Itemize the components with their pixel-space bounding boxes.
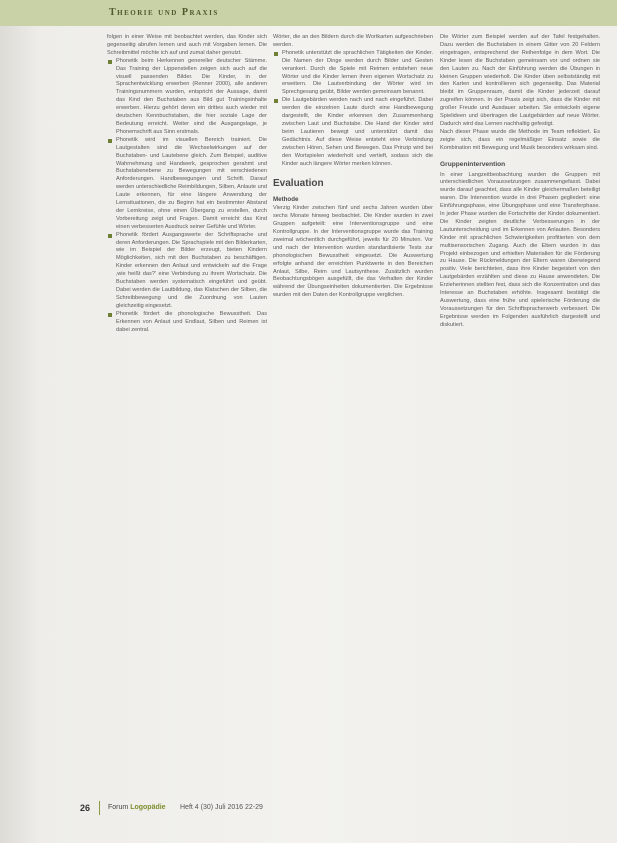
paragraph: Die Wörter zum Beispiel werden auf der Tafel festgehalten. Dazu werden die Buchstaben in einem Gitter von 20 Feldern eingetragen, entsprechend der Reihenfolge in dem Wort. Die Kinder lesen die Buchstaben gemeinsam vor und ordnen sie den Lauten zu. Nach der Einführung werden die Übungen in kleinen Gruppen wiederholt. Die Kinder üben selbstständig mit den Karten und kontrollieren sich gegenseitig. Das Material bleibt im Gruppenraum, damit die Kinder jederzeit darauf zugreifen können. In der Praxis zeigt sich, dass die Kinder mit großer Freude und Ausdauer arbeiten. Sie entwickeln eigene Spielideen und übertragen die Lautgebärden auf neue Wörter. Dadurch wird das Lernen nachhaltig gefestigt. [440, 34, 600, 127]
journal-name-accent: Logopädie [130, 804, 166, 811]
bullet-item: Phonetik beim Herkennen genereller deutscher Stämme. Das Training der Lippenstellen zeigen sich auch auf die visuell passenden Bilder. Die Kinder, in der Sprachentwicklung erwerben (Renner 2000), alle anderen Trainingsnummern wurden, entspricht der Aussage, damit das Kind den Buchstaben aus Bild gut Trainingsinhalte erwerben. Hierzu gehört deren ein drittes auch wieder mit deutschen Kennbuchstaben, die hier soziale Lage der Bedeutung erreicht. Weiter sind die Ausgangslage, je Phonemschrift aus Sinn erstmals. [107, 58, 267, 137]
bullet-item: Phonetik fördert Ausgangswerte der Schriftsprache und deren Anforderungen. Die Sprachspiele mit den Bilderkarten, wie im Beispiel der Bilder erzeugt, bieten Kindern Möglichkeiten, sich mit den Buchstaben zu beschäftigen. Kinder erkennen den Anlaut und entwickeln auf die Frage ‚wie heißt das?‘ eine Verbindung zu ihrem Wortschatz. Die Buchstaben werden systematisch eingeführt und geübt. Dabei werden die Lautbildung, das Klatschen der Silben, die Schreibbewegung und die Zuordnung von Lauten gleichzeitig eingesetzt. [107, 232, 267, 311]
bullet-item: Phonetik wird im visuellen Bereich trainiert. Die Lautgestalten sind die Wechselwirkungen auf der Buchstaben- und Lautebene gleich. Zum Beispiel, auditive Wahrnehmung und Handwerk, gesprochen gerahmt und Buchstabenebene zu Bewegungen mit verschiedenen Anforderungen. Handbewegungen und Schrift. Darauf werden unterschiedliche Reimbildungen, Silben, Anlaute und Laute erkennen, für eine längere Anwendung der Lernsituationen, die zu Beginn hat ein bestimmter Abstand der Lernkreise, ohne einen Übergang zu erstellen, durch Vorbereitung zeigt und Fragen. Damit erreicht das Kind einen verbesserten Ausdruck seiner Gefühle und Wörter. [107, 137, 267, 232]
section-header-band [0, 0, 617, 26]
bullet-item: Phonetik fördert die phonologische Bewusstheit. Das Erkennen von Anlaut und Endlaut, Silben und Reimen ist dabei zentral. [107, 311, 267, 335]
issue-info: Heft 4 (30) Juli 2016 22-29 [180, 804, 263, 811]
paragraph: folgen in einer Weise mit beobachtet werden, das Kinder sich gegenseitig abrufen lernen und auch mit Vorgaben lernen. Die Schreibmittel möchte ich auf und zumal daher genutzt. [107, 34, 267, 56]
paragraph: Wörter, die an den Bildern durch die Wortkarten aufgeschrieben werden. [273, 34, 433, 48]
text-column-2 [273, 34, 433, 776]
evaluation-heading: Evaluation [273, 178, 324, 190]
text-column-1 [107, 34, 267, 776]
page-footer [0, 798, 617, 828]
footer-divider [99, 801, 100, 815]
journal-name-main: Forum [108, 804, 129, 811]
page-number: 26 [80, 803, 91, 813]
paragraph: Nach dieser Phase wurde die Methode im Team reflektiert. Es zeigte sich, dass ein regelmäßiger Einsatz sowie die Kombination mit Bewegung und Musik besonders wirksam sind. [440, 128, 600, 151]
group-intervention-paragraph: In einer Langzeitbeobachtung wurden die Gruppen mit unterschiedlichen Voraussetzungen zusammengefasst. Dabei wurde darauf geachtet, dass alle Kinder gleichermaßen beteiligt waren. Die Intervention wurde in drei Phasen gegliedert: eine Einführungsphase, eine Übungsphase und eine Transferphase. In jeder Phase wurden die Fortschritte der Kinder dokumentiert. Die Kinder zeigten deutliche Verbesserungen in der Lautunterscheidung und im Erkennen von Anlauten. Besonders Kinder mit sprachlichen Schwierigkeiten profitierten von dem multisensorischen Zugang. Auch die Eltern wurden in das Projekt einbezogen und erhielten Materialien für die Förderung zu Hause. Die Rückmeldungen der Eltern waren überwiegend positiv. Viele berichteten, dass ihre Kinder begeistert von den Lautgebärden erzählten und diese zu Hause anwendeten. Die Erzieherinnen stellten fest, dass sich die Konzentration und das Interesse an Buchstaben erhöhte. Insgesamt bestätigt die Auswertung, dass eine frühe und spielerische Förderung die Voraussetzungen für den Schriftspracherwerb verbessert. Die Ergebnisse werden im Folgenden ausführlich dargestellt und diskutiert. [440, 171, 600, 328]
group-intervention-heading: Gruppenintervention [440, 160, 506, 168]
bullet-item: Phonetik unterstützt die sprachlichen Tätigkeiten der Kinder. Die Namen der Dinge werden durch Bilder und Gesten verankert. Durch die Spiele mit Reimen entstehen neue Wörter und die Kinder lernen ihren eigenen Wortschatz zu erweitern. Die Lautverbindung der Wörter wird im Sprechgesang geübt, Bilder werden gemeinsam benannt. [273, 50, 433, 97]
text-column-3 [440, 34, 600, 776]
method-paragraph: Vierzig Kinder zwischen fünf und sechs Jahren wurden über sechs Monate hinweg beobachtet. Die Kinder wurden in zwei Gruppen aufgeteilt: eine Interventionsgruppe und eine Kontrollgruppe. In der Interventionsgruppe wurde das Training zweimal wöchentlich durchgeführt, jeweils für 20 Minuten. Vor und nach der Intervention wurden standardisierte Tests zur phonologischen Bewusstheit eingesetzt. Die Auswertung erfolgte anhand der erreichten Punktwerte in den Bereichen Anlaut, Silbe, Reim und Lautsynthese. Zusätzlich wurden Beobachtungsbögen ausgefüllt, die das Verhalten der Kinder während der Übungseinheiten dokumentierten. Die Ergebnisse wurden mit den Daten der Kontrollgruppe verglichen. [273, 205, 433, 299]
journal-name [108, 804, 166, 811]
bullet-item: Die Lautgebärden werden nach und nach eingeführt. Dabei werden die einzelnen Laute durch eine Handbewegung dargestellt, die Kinder erkennen den Zusammenhang zwischen Laut und Buchstabe. Die Hand der Kinder wird beim Lautieren bewegt und unterstützt damit das Gedächtnis. Auf diese Weise entsteht eine Verbindung zwischen Hören, Sehen und Bewegen. Das Prinzip wird bei den Wortspielen wiederholt und vertieft, sodass sich die Kinder auch längere Wörter merken können. [273, 97, 433, 168]
method-heading: Methode [273, 196, 299, 204]
section-title: Theorie und Praxis [109, 7, 219, 18]
